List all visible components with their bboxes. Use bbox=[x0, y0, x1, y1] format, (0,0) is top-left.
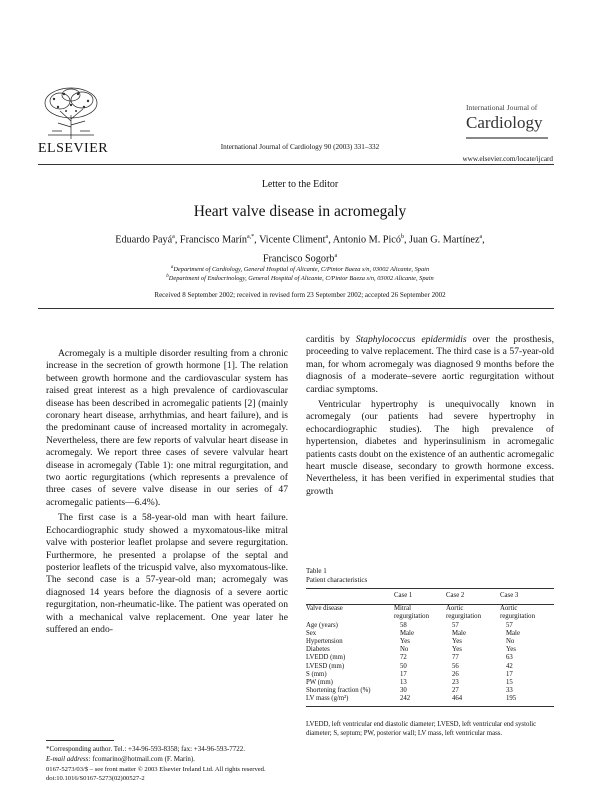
author-name: Eduardo Payá bbox=[115, 234, 173, 246]
table-cell: Shortening fraction (%) bbox=[306, 687, 371, 695]
table-cell: 56 bbox=[452, 662, 459, 670]
author-name: , Francisco Marín bbox=[174, 234, 247, 246]
affiliation-b bbox=[0, 274, 600, 282]
aff-text: Department of Endocrinology, General Hospital of Alicante, C/Pintor Baeza s/n, 03002 Alicante, Spain bbox=[168, 275, 434, 283]
journal-name-small: International Journal of bbox=[466, 103, 538, 112]
table-row bbox=[306, 687, 554, 695]
author-name: , Antonio M. Picó bbox=[328, 234, 401, 246]
table-cell: 13 bbox=[400, 679, 407, 687]
table-cell: No bbox=[506, 638, 515, 646]
table-cell: Age (years) bbox=[306, 621, 338, 629]
patient-table bbox=[306, 588, 554, 707]
article-title: Heart valve disease in acromegaly bbox=[193, 203, 407, 220]
table-cell: Sex bbox=[306, 629, 317, 637]
table-cell: LV mass (g/m²) bbox=[306, 695, 394, 706]
header-divider bbox=[38, 164, 554, 165]
table-caption bbox=[306, 567, 367, 585]
paragraph-text: over the prosthesis, proceeding to valve replacement. The third case is a 57-year-old man, for whom acromegaly was diagnosed 9 months before the diagnosis of a moderate–severe aortic regurgitation without cardiac symptoms. bbox=[306, 334, 554, 395]
table-cell: Yes bbox=[452, 646, 462, 654]
paragraph: The first case is a 58-year-old man with heart failure. Echocardiographic study showed a myxomatous-like mitral valve with posterior leaflet prolapse and severe regurgitation. Furthermore, he presented a prolapse of the septal and posterior leaflets of the tricuspid valve, also myxomatous-like. The second case is a 57-year-old man; acromegaly was diagnosed 14 years before the diagnosis of a severe aortic regurgitation, non-rheumatic-like. The patient was operated on with a mechanical valve replacement. One year later he suffered an endo- bbox=[46, 512, 288, 635]
table-cell: 27 bbox=[452, 687, 459, 695]
email-link[interactable]: fcomarino@hotmail.com bbox=[92, 755, 163, 763]
aff-sup: b bbox=[166, 274, 169, 279]
paragraph-text: carditis by bbox=[306, 334, 356, 345]
journal-name: Cardiology bbox=[466, 113, 543, 132]
email-line bbox=[46, 754, 288, 764]
table-cell: LVEDD (mm) bbox=[306, 654, 346, 662]
author-sup: a bbox=[479, 234, 483, 240]
table-row bbox=[306, 605, 554, 622]
elsevier-tree-logo bbox=[40, 85, 102, 140]
table-row bbox=[306, 630, 554, 638]
corresponding-author: *Corresponding author. Tel.: +34-96-593-8358; fax: +34-96-593-7722. bbox=[46, 745, 245, 753]
table-row bbox=[306, 663, 554, 671]
left-column bbox=[46, 348, 288, 639]
author-sup: a bbox=[334, 253, 338, 260]
email-label: E-mail address: bbox=[46, 755, 91, 763]
author-sup: a bbox=[172, 234, 175, 240]
table-header: Case 2 bbox=[446, 589, 500, 605]
table-label: Table 1 bbox=[306, 567, 327, 575]
author-sup: b bbox=[400, 234, 404, 240]
author-name: Francisco Sogorb bbox=[262, 253, 335, 265]
table-cell: 63 bbox=[506, 654, 513, 662]
table-header: Case 3 bbox=[500, 589, 554, 605]
table-cell: Aortic regurgitation bbox=[446, 605, 481, 621]
table-cell: 42 bbox=[506, 662, 513, 670]
table-note: LVEDD, left ventricular end diastolic diameter; LVESD, left ventricular end systolic diameter; S, septum; PW, posterior wall; LV mass, left ventricular mass. bbox=[306, 721, 537, 738]
table-cell: 58 bbox=[400, 621, 407, 629]
table-cell: No bbox=[400, 646, 409, 654]
table-cell: Hypertension bbox=[306, 638, 343, 646]
table-cell: Yes bbox=[400, 638, 410, 646]
table-cell: 77 bbox=[452, 654, 459, 662]
table-cell: 242 bbox=[394, 695, 446, 706]
journal-citation: International Journal of Cardiology 90 (2003) 331–332 bbox=[220, 143, 380, 151]
table-header: Case 1 bbox=[394, 589, 446, 605]
species-name: Staphylococcus epidermidis bbox=[355, 334, 467, 345]
author-sup: a bbox=[325, 234, 329, 240]
table-cell: 50 bbox=[400, 662, 407, 670]
table-cell: 57 bbox=[452, 621, 459, 629]
aff-sup: a bbox=[170, 265, 174, 270]
table-cell: LVESD (mm) bbox=[306, 662, 345, 670]
journal-rule bbox=[466, 137, 548, 139]
table-cell: 17 bbox=[506, 670, 513, 678]
footnote bbox=[46, 744, 288, 764]
table-cell: Yes bbox=[506, 646, 516, 654]
table-cell: Aortic regurgitation bbox=[500, 605, 535, 621]
table-row bbox=[306, 638, 554, 646]
table-cell: 57 bbox=[506, 621, 513, 629]
author-sup: a,* bbox=[246, 234, 255, 240]
table-cell: 23 bbox=[452, 679, 459, 687]
table-cell: Diabetes bbox=[306, 646, 330, 654]
table-cell: 17 bbox=[400, 670, 407, 678]
table-row bbox=[306, 695, 554, 706]
table-cell: 15 bbox=[506, 679, 513, 687]
author-name: , Juan G. Martínez bbox=[403, 234, 480, 246]
table-row bbox=[306, 622, 554, 630]
table-cell: 30 bbox=[400, 687, 407, 695]
table-cell: 72 bbox=[400, 654, 407, 662]
doi-line: doi:10.1016/S0167-5273(02)00527-2 bbox=[46, 775, 145, 782]
right-column bbox=[306, 334, 554, 501]
table-cell: Male bbox=[452, 629, 466, 637]
table-row bbox=[306, 654, 554, 662]
table-cell: S (mm) bbox=[306, 670, 327, 678]
aff-text: Department of Cardiology, General Hospital of Alicante, C/Pintor Baeza s/n, 03002 Alicante, Spain bbox=[173, 266, 430, 274]
affiliation-a bbox=[0, 265, 600, 273]
paragraph: Ventricular hypertrophy is unequivocally known in acromegaly (our patients had severe hypertrophy in echocardiographic studies). The high prevalence of hypertension, diabetes and hyperinsulinism in acromegalic patients casts doubt on the existence of an authentic acromegalic heart muscle disease, secondary to growth hormone excess. Nevertheless, it has been verified in experimental studies that growth bbox=[306, 399, 555, 497]
paragraph: Acromegaly is a multiple disorder resulting from a chronic increase in the secretion of growth hormone [1]. The relation between growth hormone and the cardiovascular system has raised great interest as a high prevalence of cardiovascular disease has been described in acromegalic patients [2] (mainly coronary heart disease, arrhythmias, and heart failure), and is the predominant cause of increased mortality in acromegaly. Nevertheless, there are few reports of valvular heart disease in acromegaly. We report three cases of severe valvular heart disease in acromegaly (Table 1): one mitral regurgitation, and two aortic regurgitations (which represents a prevalence of three cases of severe valve disease in our series of 47 acromegalic patients—6.4%). bbox=[46, 348, 288, 508]
table-title: Patient characteristics bbox=[306, 576, 368, 584]
footnote-rule bbox=[46, 740, 114, 741]
table-row bbox=[306, 671, 554, 679]
table-cell: 464 bbox=[446, 695, 500, 706]
copyright-line: 0167-5273/03/$ – see front matter © 2003 Elsevier Ireland Ltd. All rights reserved. bbox=[46, 766, 266, 773]
table-cell: 33 bbox=[506, 687, 513, 695]
paragraph bbox=[306, 334, 554, 396]
table-cell: Mitral regurgitation bbox=[394, 605, 429, 621]
publisher-name: ELSEVIER bbox=[38, 141, 109, 156]
table-row bbox=[306, 646, 554, 654]
table-cell: 26 bbox=[452, 670, 459, 678]
table-cell: Male bbox=[400, 629, 414, 637]
author-separator: , bbox=[482, 234, 485, 246]
journal-url[interactable]: www.elsevier.com/locate/ijcard bbox=[462, 155, 553, 163]
article-dates: Received 8 September 2002; received in revised form 23 September 2002; accepted 26 September 2002 bbox=[154, 291, 446, 299]
article-type: Letter to the Editor bbox=[261, 179, 339, 190]
table-cell: Valve disease bbox=[306, 605, 343, 613]
table-cell: PW (mm) bbox=[306, 679, 333, 687]
email-owner: (F. Marín). bbox=[162, 755, 195, 763]
table-row bbox=[306, 679, 554, 687]
author-name: , Vicente Climent bbox=[254, 234, 326, 246]
author-list bbox=[88, 229, 512, 268]
table-cell: Yes bbox=[452, 638, 462, 646]
table-cell: 195 bbox=[500, 695, 554, 706]
copyright-block bbox=[46, 765, 266, 783]
table-cell: Male bbox=[506, 629, 520, 637]
table-header bbox=[306, 589, 394, 605]
title-divider bbox=[38, 308, 554, 309]
